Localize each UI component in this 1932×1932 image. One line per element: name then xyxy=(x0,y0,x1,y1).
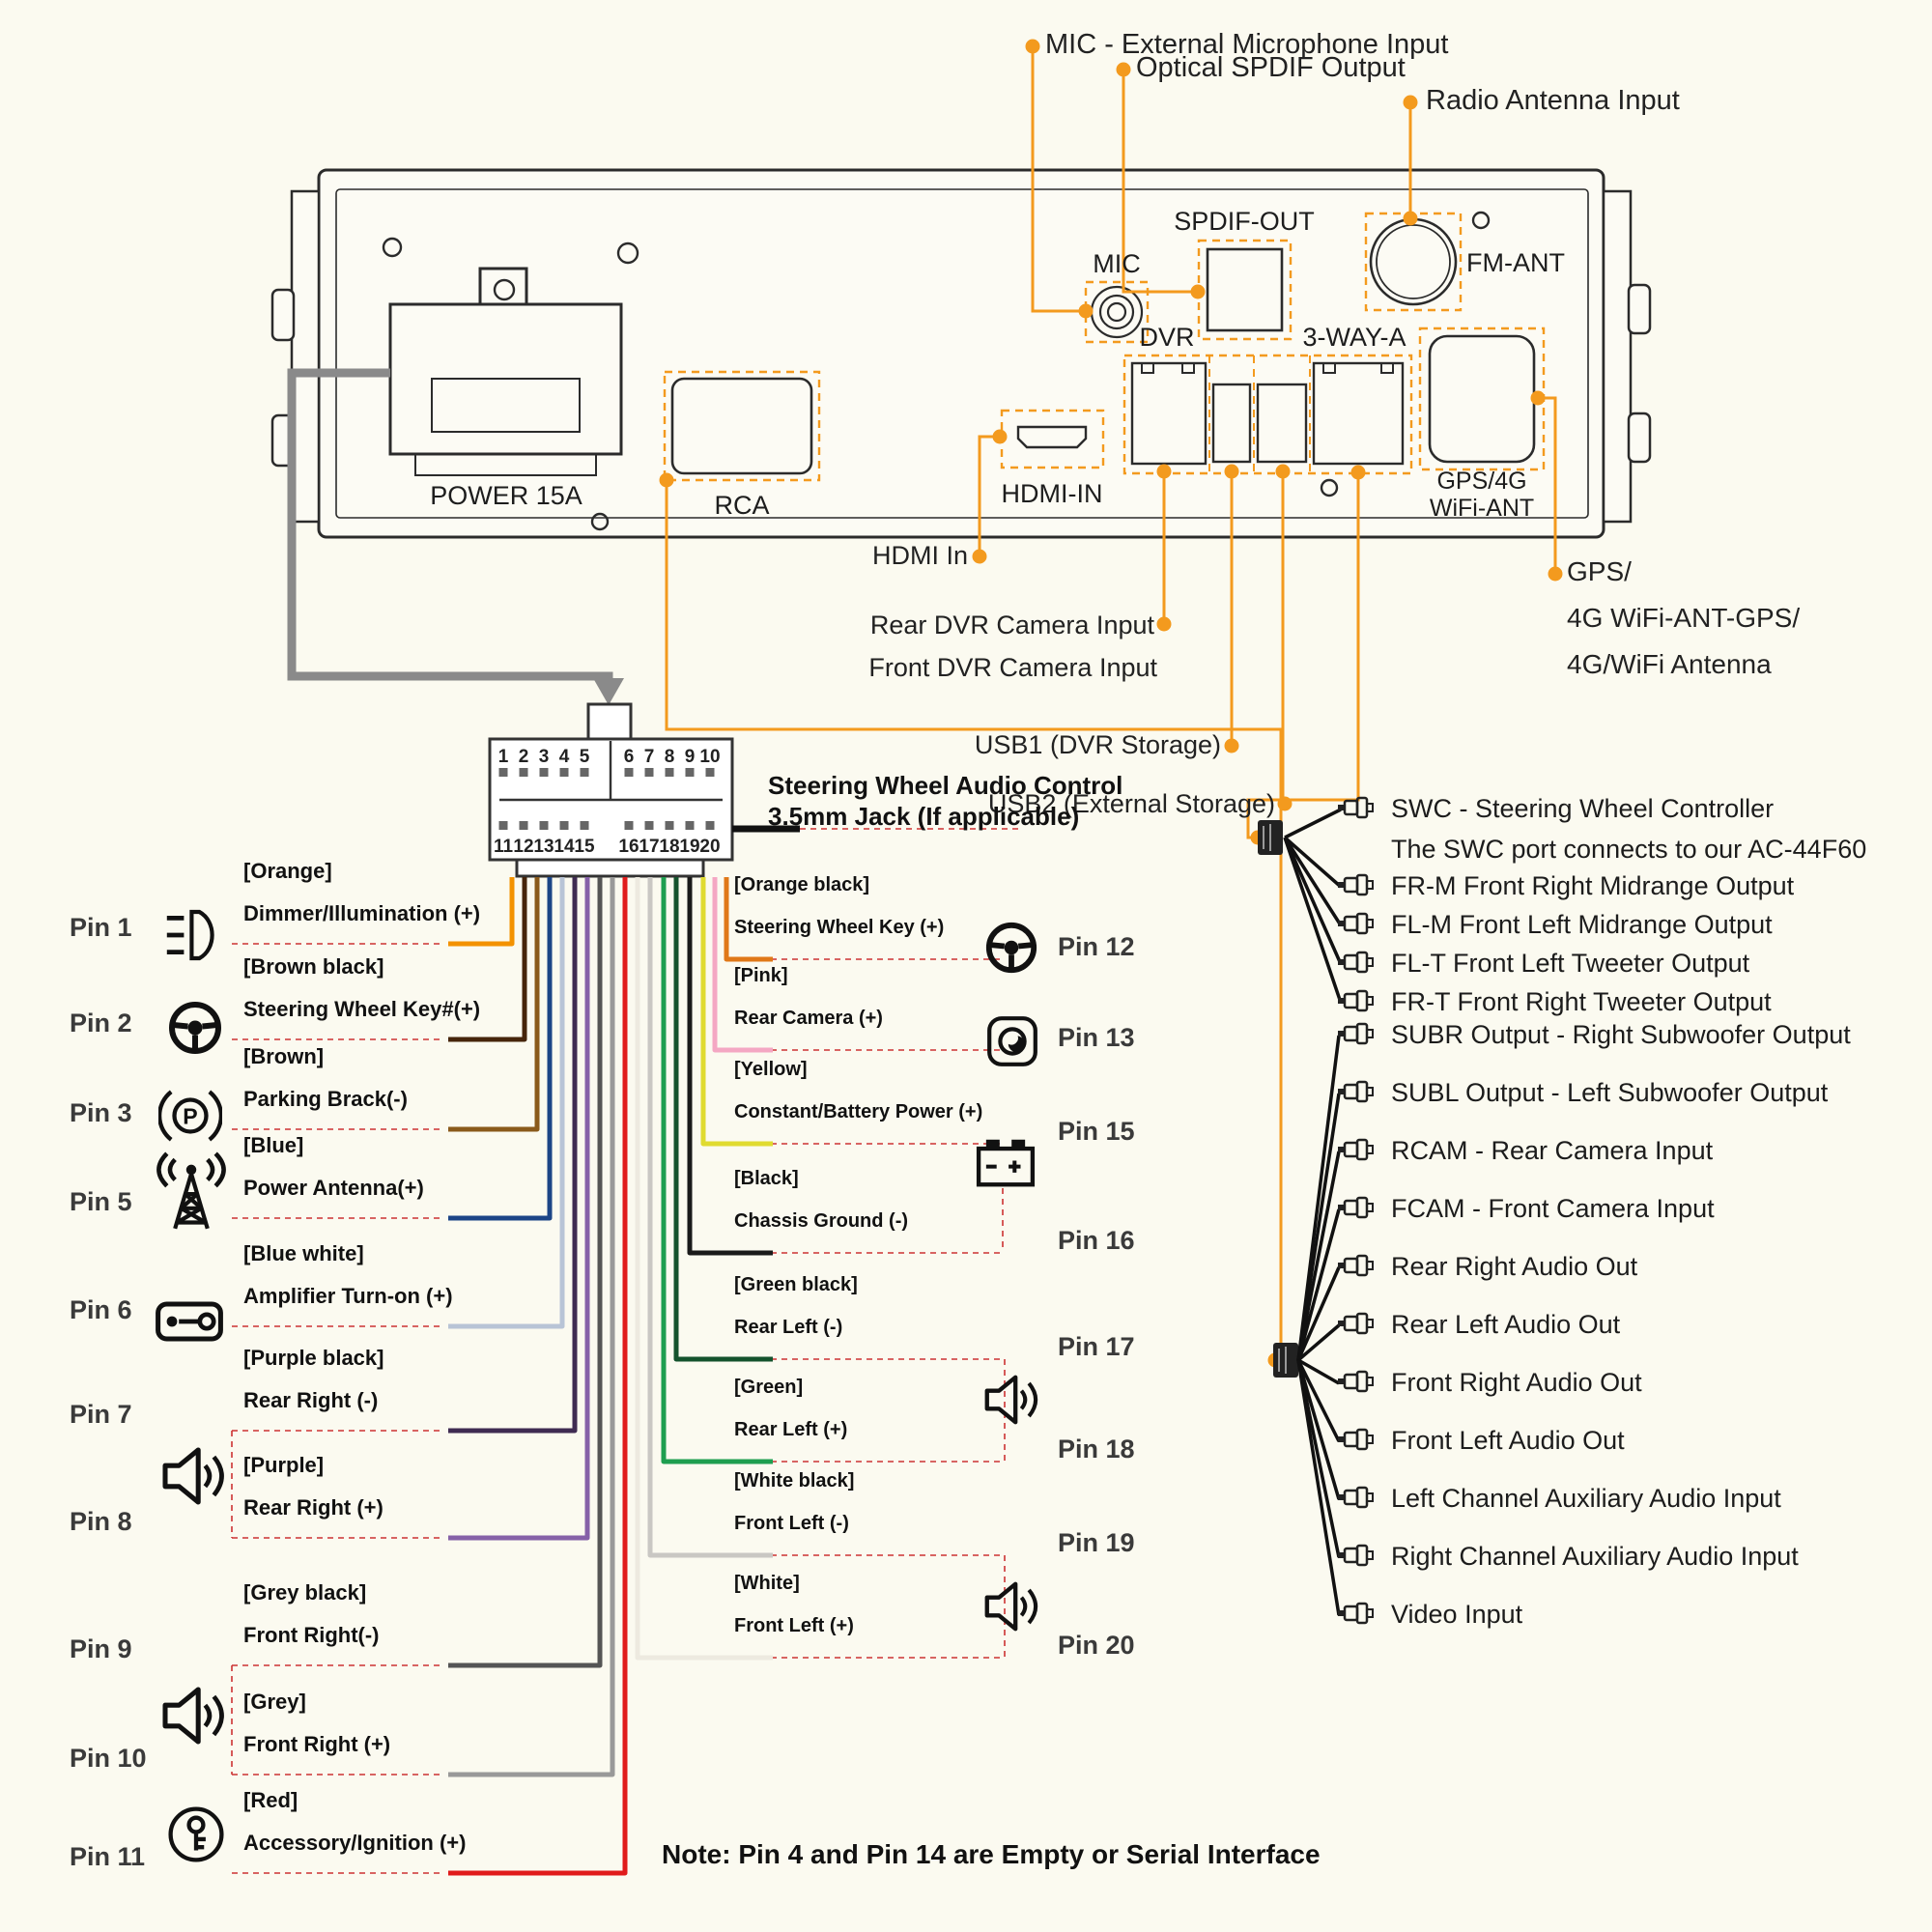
label-hdmi-in: HDMI In xyxy=(871,541,968,570)
rca-bundles xyxy=(1258,810,1341,1615)
pin-number-label: Pin 10 xyxy=(70,1744,147,1773)
label-spdif-port: SPDIF-OUT xyxy=(1174,207,1315,236)
wire-color-tag: [Purple] xyxy=(243,1453,325,1477)
wire-function-label: Rear Right (+) xyxy=(243,1495,384,1520)
ignition-key-icon xyxy=(164,1803,228,1871)
label-swc-jack-2: 3.5mm Jack (If applicable) xyxy=(768,802,1080,831)
svg-text:16: 16 xyxy=(618,837,639,857)
list-item xyxy=(1391,1542,1799,1572)
wire-function-label: Chassis Ground (-) xyxy=(734,1210,909,1232)
wire-function-label: Amplifier Turn-on (+) xyxy=(243,1284,453,1308)
svg-text:7: 7 xyxy=(643,747,655,767)
label-rear-dvr: Rear DVR Camera Input xyxy=(869,611,1154,639)
wire-color-tag: [Black] xyxy=(734,1168,799,1189)
list-item xyxy=(1391,987,1772,1017)
parking-brake-icon xyxy=(158,1084,222,1152)
list-item-label: RCAM - Rear Camera Input xyxy=(1391,1136,1714,1165)
label-gps-3: 4G/WiFi Antenna xyxy=(1567,649,1772,679)
svg-text:15: 15 xyxy=(574,837,595,857)
list-item-label: Left Channel Auxiliary Audio Input xyxy=(1391,1484,1781,1513)
wire-function-label: Rear Camera (+) xyxy=(734,1008,883,1029)
label-rca: RCA xyxy=(714,491,770,520)
svg-text:10: 10 xyxy=(699,747,721,767)
pin-number-label: Pin 7 xyxy=(70,1400,132,1429)
wire-function-label: Dimmer/Illumination (+) xyxy=(243,901,481,925)
svg-text:4: 4 xyxy=(558,747,570,767)
list-item-label: The SWC port connects to our AC-44F60 xyxy=(1391,835,1867,864)
pin-number-label: Pin 9 xyxy=(70,1634,132,1663)
steering-wheel-icon xyxy=(983,920,1039,980)
list-item xyxy=(1391,1020,1851,1050)
list-item xyxy=(1391,835,1866,865)
label-gps-2: 4G WiFi-ANT-GPS/ xyxy=(1567,603,1801,633)
label-mic-port: MIC xyxy=(1093,249,1141,278)
svg-text:2: 2 xyxy=(518,747,529,767)
wire-function-label: Front Left (-) xyxy=(734,1513,849,1534)
wire-color-tag: [White] xyxy=(734,1573,800,1594)
svg-text:P: P xyxy=(183,1103,198,1129)
camera-icon xyxy=(985,1014,1039,1073)
rca-plug-icon xyxy=(1337,1544,1376,1574)
list-item xyxy=(1391,1136,1713,1166)
list-item-label: Rear Right Audio Out xyxy=(1391,1252,1638,1281)
list-item-label: Right Channel Auxiliary Audio Input xyxy=(1391,1542,1799,1571)
wire-function-label: Accessory/Ignition (+) xyxy=(243,1831,467,1855)
label-swc-jack-1: Steering Wheel Audio Control xyxy=(768,771,1123,800)
list-item xyxy=(1391,1600,1522,1630)
label-hdmi-in-port: HDMI-IN xyxy=(1001,479,1103,508)
label-power: POWER 15A xyxy=(430,481,582,510)
svg-text:6: 6 xyxy=(623,747,635,767)
wire-function-label: Power Antenna(+) xyxy=(243,1176,424,1200)
pin-number-label: Pin 19 xyxy=(1058,1528,1135,1557)
svg-text:8: 8 xyxy=(664,747,675,767)
rca-plug-icon xyxy=(1337,796,1376,826)
wire-color-tag: [Brown black] xyxy=(243,954,384,979)
pin-number-label: Pin 3 xyxy=(70,1098,132,1127)
list-item-label: Video Input xyxy=(1391,1600,1523,1629)
rca-plug-icon xyxy=(1337,951,1376,980)
pin-number-label: Pin 8 xyxy=(70,1507,132,1536)
pin-number-label: Pin 17 xyxy=(1058,1332,1135,1361)
speaker-icon xyxy=(156,1441,226,1516)
svg-text:11: 11 xyxy=(493,837,514,857)
rca-plug-icon xyxy=(1337,1428,1376,1458)
harness-wires xyxy=(448,877,773,1873)
wire-function-label: Parking Brack(-) xyxy=(243,1087,408,1111)
rca-plug-icon xyxy=(1337,873,1376,903)
svg-text:12: 12 xyxy=(513,837,534,857)
wire-color-tag: [Blue white] xyxy=(243,1241,364,1265)
list-item-label: Front Left Audio Out xyxy=(1391,1426,1625,1455)
rca-plug-icon xyxy=(1337,912,1376,942)
rca-plug-icon xyxy=(1337,1022,1376,1052)
wire-function-label: Steering Wheel Key#(+) xyxy=(243,997,481,1021)
list-item-label: FL-T Front Left Tweeter Output xyxy=(1391,949,1750,978)
antenna-tower-icon xyxy=(151,1151,232,1237)
wire-color-tag: [Grey black] xyxy=(243,1580,367,1605)
list-item xyxy=(1391,794,1774,824)
list-item xyxy=(1391,1194,1715,1224)
list-item-label: SUBR Output - Right Subwoofer Output xyxy=(1391,1020,1851,1049)
label-spdif-output: Optical SPDIF Output xyxy=(1136,52,1406,83)
list-item xyxy=(1391,1078,1828,1108)
label-dvr-port: DVR xyxy=(1139,323,1195,352)
list-item xyxy=(1391,871,1794,901)
rca-plug-icon xyxy=(1337,1080,1376,1110)
svg-text:3: 3 xyxy=(538,747,550,767)
wire-color-tag: [Orange] xyxy=(243,859,332,883)
wire-color-tag: [Pink] xyxy=(734,965,788,986)
rca-plug-icon xyxy=(1337,1254,1376,1284)
label-3way-port: 3-WAY-A xyxy=(1302,323,1406,352)
wire-color-tag: [Purple black] xyxy=(243,1346,384,1370)
speaker-icon xyxy=(980,1577,1039,1641)
svg-text:5: 5 xyxy=(579,747,590,767)
steering-wheel-icon xyxy=(166,999,224,1062)
wire-color-tag: [Green] xyxy=(734,1377,804,1398)
list-item xyxy=(1391,1484,1781,1514)
list-item-label: SUBL Output - Left Subwoofer Output xyxy=(1391,1078,1829,1107)
pin-number-label: Pin 16 xyxy=(1058,1226,1135,1255)
wire-function-label: Steering Wheel Key (+) xyxy=(734,917,945,938)
label-gps-1: GPS/ xyxy=(1567,556,1632,586)
pin-number-label: Pin 6 xyxy=(70,1295,132,1324)
svg-text:1: 1 xyxy=(497,747,509,767)
svg-text:18: 18 xyxy=(659,837,680,857)
svg-text:14: 14 xyxy=(554,837,575,857)
wire-function-label: Front Left (+) xyxy=(734,1615,854,1636)
wire-function-label: Constant/Battery Power (+) xyxy=(734,1101,983,1122)
list-item xyxy=(1391,1426,1625,1456)
pin-number-label: Pin 2 xyxy=(70,1009,132,1037)
rca-plug-icon xyxy=(1337,1312,1376,1342)
rca-plug-icon xyxy=(1337,1370,1376,1400)
headlight-icon xyxy=(162,904,224,971)
label-usb1: USB1 (DVR Storage) xyxy=(974,730,1221,759)
wire-color-tag: [Yellow] xyxy=(734,1059,808,1080)
right-mount-bracket xyxy=(1604,191,1631,522)
label-radio-antenna: Radio Antenna Input xyxy=(1426,85,1680,116)
list-item-label: Front Right Audio Out xyxy=(1391,1368,1642,1397)
svg-text:20: 20 xyxy=(699,837,721,857)
wire-function-label: Rear Left (+) xyxy=(734,1419,848,1440)
svg-text:9: 9 xyxy=(684,747,696,767)
list-item xyxy=(1391,1310,1620,1340)
label-mic-input: MIC - External Microphone Input xyxy=(1045,29,1449,60)
list-item xyxy=(1391,1368,1642,1398)
rca-plug-icon xyxy=(1337,1138,1376,1168)
note-empty-pins: Note: Pin 4 and Pin 14 are Empty or Serial Interface xyxy=(662,1839,1321,1869)
svg-text:13: 13 xyxy=(533,837,554,857)
wire-color-tag: [Brown] xyxy=(243,1044,325,1068)
pin-number-label: Pin 20 xyxy=(1058,1631,1135,1660)
rca-plug-icon xyxy=(1337,1486,1376,1516)
list-item-label: SWC - Steering Wheel Controller xyxy=(1391,794,1775,823)
wire-color-tag: [Orange black] xyxy=(734,874,870,895)
svg-text:17: 17 xyxy=(639,837,660,857)
rca-plug-icon xyxy=(1337,1602,1376,1632)
wire-color-tag: [Green black] xyxy=(734,1274,858,1295)
label-fm-ant: FM-ANT xyxy=(1466,248,1565,277)
wire-color-tag: [White black] xyxy=(734,1470,855,1492)
battery-icon xyxy=(976,1132,1036,1197)
list-item-label: FR-M Front Right Midrange Output xyxy=(1391,871,1795,900)
pin-number-label: Pin 1 xyxy=(70,913,132,942)
label-usb2: USB2 (External Storage) xyxy=(987,789,1275,818)
wire-function-label: Rear Right (-) xyxy=(243,1388,379,1412)
rca-plug-icon xyxy=(1337,989,1376,1019)
wire-function-label: Front Right (+) xyxy=(243,1732,391,1756)
wire-function-label: Rear Left (-) xyxy=(734,1317,843,1338)
list-item xyxy=(1391,949,1749,979)
wire-color-tag: [Red] xyxy=(243,1788,298,1812)
label-gps-port-2: WiFi-ANT xyxy=(1429,495,1535,522)
pin-number-label: Pin 5 xyxy=(70,1187,132,1216)
pin-number-label: Pin 11 xyxy=(70,1842,146,1871)
label-gps-port-1: GPS/4G xyxy=(1436,468,1527,495)
amplifier-icon xyxy=(155,1287,224,1361)
list-item-label: Rear Left Audio Out xyxy=(1391,1310,1621,1339)
list-item-label: FCAM - Front Camera Input xyxy=(1391,1194,1715,1223)
speaker-icon xyxy=(980,1370,1039,1435)
rca-plug-icon xyxy=(1337,1196,1376,1226)
label-front-dvr: Front DVR Camera Input xyxy=(868,653,1157,682)
list-item-label: FR-T Front Right Tweeter Output xyxy=(1391,987,1772,1016)
pin-number-label: Pin 12 xyxy=(1058,932,1135,961)
pin-number-label: Pin 18 xyxy=(1058,1435,1135,1463)
wire-color-tag: [Grey] xyxy=(243,1690,306,1714)
pin-number-label: Pin 13 xyxy=(1058,1023,1135,1052)
speaker-icon xyxy=(156,1681,226,1755)
svg-text:19: 19 xyxy=(679,837,700,857)
list-item xyxy=(1391,1252,1637,1282)
wire-function-label: Front Right(-) xyxy=(243,1623,380,1647)
list-item-label: FL-M Front Left Midrange Output xyxy=(1391,910,1773,939)
list-item xyxy=(1391,910,1773,940)
wire-color-tag: [Blue] xyxy=(243,1133,304,1157)
pin-number-label: Pin 15 xyxy=(1058,1117,1135,1146)
